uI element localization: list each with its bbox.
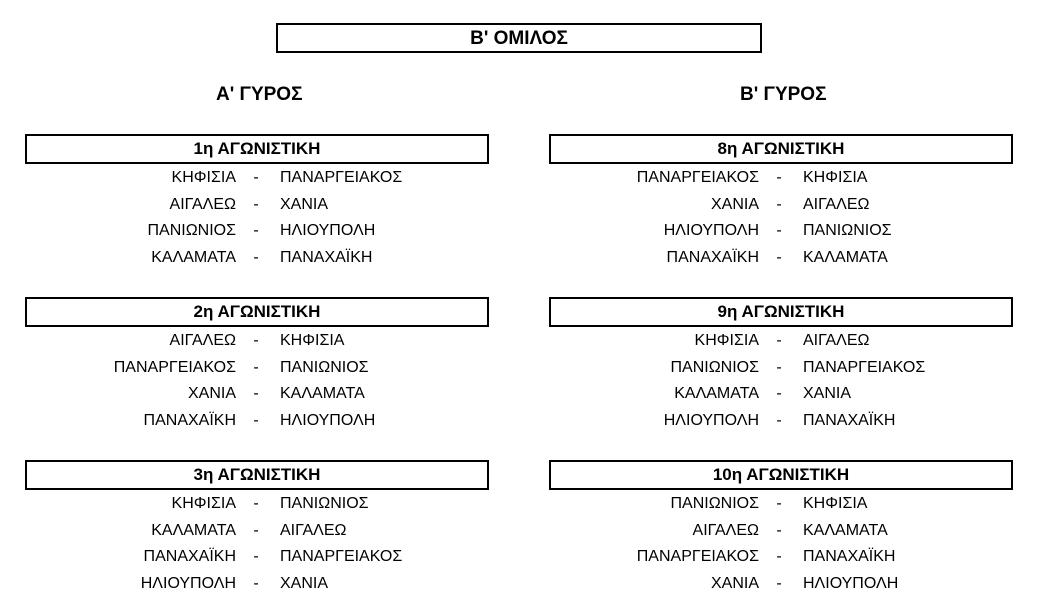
away-team: ΧΑΝΙΑ xyxy=(280,195,329,213)
round-a-title: Α' ΓΥΡΟΣ xyxy=(216,84,303,105)
matchday-header: 9η ΑΓΩΝΙΣΤΙΚΗ xyxy=(549,297,1013,327)
home-team: ΗΛΙΟΥΠΟΛΗ xyxy=(663,411,759,429)
matchday-header: 8η ΑΓΩΝΙΣΤΙΚΗ xyxy=(549,134,1013,164)
match-row xyxy=(0,331,1045,351)
away-team: ΠΑΝΑΡΓΕΙΑΚΟΣ xyxy=(280,169,403,186)
match-separator: - xyxy=(776,574,782,592)
away-team: ΠΑΝΑΧΑΪΚΗ xyxy=(280,248,373,266)
away-team: ΧΑΝΙΑ xyxy=(280,574,329,592)
away-team: ΠΑΝΙΩΝΙΟΣ xyxy=(280,358,369,376)
away-team: ΧΑΝΙΑ xyxy=(803,385,852,402)
home-team: ΠΑΝΑΧΑΪΚΗ xyxy=(666,248,759,266)
home-team: ΠΑΝΙΩΝΙΟΣ xyxy=(670,495,759,512)
away-team: ΗΛΙΟΥΠΟΛΗ xyxy=(280,411,376,429)
match-separator: - xyxy=(776,248,782,266)
match-separator: - xyxy=(776,195,782,213)
match-separator: - xyxy=(253,574,259,592)
match-separator: - xyxy=(253,332,259,349)
match-row xyxy=(0,521,1045,541)
matchday-header: 2η ΑΓΩΝΙΣΤΙΚΗ xyxy=(25,297,489,327)
home-team: ΑΙΓΑΛΕΩ xyxy=(692,521,759,539)
match-separator: - xyxy=(776,495,782,512)
away-team: ΠΑΝΙΩΝΙΟΣ xyxy=(280,495,369,512)
match-separator: - xyxy=(253,358,259,376)
home-team: ΠΑΝΙΩΝΙΟΣ xyxy=(147,222,236,239)
away-team: ΠΑΝΑΡΓΕΙΑΚΟΣ xyxy=(280,548,403,565)
match-separator: - xyxy=(253,222,259,239)
home-team: ΠΑΝΑΧΑΪΚΗ xyxy=(143,548,236,565)
home-team: ΠΑΝΑΧΑΪΚΗ xyxy=(143,411,236,429)
match-separator: - xyxy=(253,521,259,539)
match-row xyxy=(0,168,1045,188)
home-team: ΧΑΝΙΑ xyxy=(710,574,759,592)
away-team: ΗΛΙΟΥΠΟΛΗ xyxy=(280,222,376,239)
match-separator: - xyxy=(776,521,782,539)
round-b-title: Β' ΓΥΡΟΣ xyxy=(740,84,827,105)
home-team: ΠΑΝΑΡΓΕΙΑΚΟΣ xyxy=(113,358,236,376)
matchday-header: 10η ΑΓΩΝΙΣΤΙΚΗ xyxy=(549,460,1013,490)
home-team: ΗΛΙΟΥΠΟΛΗ xyxy=(663,222,759,239)
home-team: ΑΙΓΑΛΕΩ xyxy=(169,332,236,349)
match-separator: - xyxy=(776,358,782,376)
away-team: ΑΙΓΑΛΕΩ xyxy=(803,332,870,349)
home-team: ΚΑΛΑΜΑΤΑ xyxy=(151,521,236,539)
away-team: ΑΙΓΑΛΕΩ xyxy=(280,521,347,539)
match-separator: - xyxy=(253,548,259,565)
away-team: ΠΑΝΑΧΑΪΚΗ xyxy=(803,411,896,429)
away-team: ΚΗΦΙΣΙΑ xyxy=(280,332,345,349)
match-separator: - xyxy=(253,248,259,266)
matchday-header: 3η ΑΓΩΝΙΣΤΙΚΗ xyxy=(25,460,489,490)
match-separator: - xyxy=(776,169,782,186)
match-row xyxy=(0,384,1045,404)
home-team: ΠΑΝΑΡΓΕΙΑΚΟΣ xyxy=(636,169,759,186)
match-separator: - xyxy=(253,495,259,512)
match-row xyxy=(0,494,1045,514)
match-row xyxy=(0,195,1045,215)
away-team: ΚΑΛΑΜΑΤΑ xyxy=(803,521,888,539)
match-separator: - xyxy=(253,385,259,402)
away-team: ΚΑΛΑΜΑΤΑ xyxy=(803,248,888,266)
group-title: Β' ΟΜΙΛΟΣ xyxy=(276,23,762,53)
away-team: ΚΗΦΙΣΙΑ xyxy=(803,495,868,512)
match-separator: - xyxy=(253,195,259,213)
home-team: ΚΗΦΙΣΙΑ xyxy=(171,169,236,186)
away-team: ΗΛΙΟΥΠΟΛΗ xyxy=(803,574,899,592)
match-separator: - xyxy=(253,169,259,186)
match-separator: - xyxy=(776,548,782,565)
match-separator: - xyxy=(776,332,782,349)
home-team: ΧΑΝΙΑ xyxy=(187,385,236,402)
away-team: ΠΑΝΑΡΓΕΙΑΚΟΣ xyxy=(803,358,926,376)
home-team: ΗΛΙΟΥΠΟΛΗ xyxy=(140,574,236,592)
away-team: ΑΙΓΑΛΕΩ xyxy=(803,195,870,213)
match-row xyxy=(0,411,1045,431)
away-team: ΚΗΦΙΣΙΑ xyxy=(803,169,868,186)
home-team: ΑΙΓΑΛΕΩ xyxy=(169,195,236,213)
matchday-header: 1η ΑΓΩΝΙΣΤΙΚΗ xyxy=(25,134,489,164)
home-team: ΚΗΦΙΣΙΑ xyxy=(694,332,759,349)
match-row xyxy=(0,547,1045,567)
home-team: ΚΑΛΑΜΑΤΑ xyxy=(151,248,236,266)
match-row xyxy=(0,358,1045,378)
match-row xyxy=(0,248,1045,268)
match-row xyxy=(0,221,1045,241)
home-team: ΚΗΦΙΣΙΑ xyxy=(171,495,236,512)
away-team: ΠΑΝΑΧΑΪΚΗ xyxy=(803,548,896,565)
home-team: ΚΑΛΑΜΑΤΑ xyxy=(674,385,759,402)
home-team: ΠΑΝΑΡΓΕΙΑΚΟΣ xyxy=(636,548,759,565)
match-separator: - xyxy=(776,222,782,239)
away-team: ΚΑΛΑΜΑΤΑ xyxy=(280,385,365,402)
home-team: ΠΑΝΙΩΝΙΟΣ xyxy=(670,358,759,376)
match-row xyxy=(0,574,1045,594)
home-team: ΧΑΝΙΑ xyxy=(710,195,759,213)
match-separator: - xyxy=(253,411,259,429)
match-separator: - xyxy=(776,411,782,429)
away-team: ΠΑΝΙΩΝΙΟΣ xyxy=(803,222,892,239)
match-separator: - xyxy=(776,385,782,402)
